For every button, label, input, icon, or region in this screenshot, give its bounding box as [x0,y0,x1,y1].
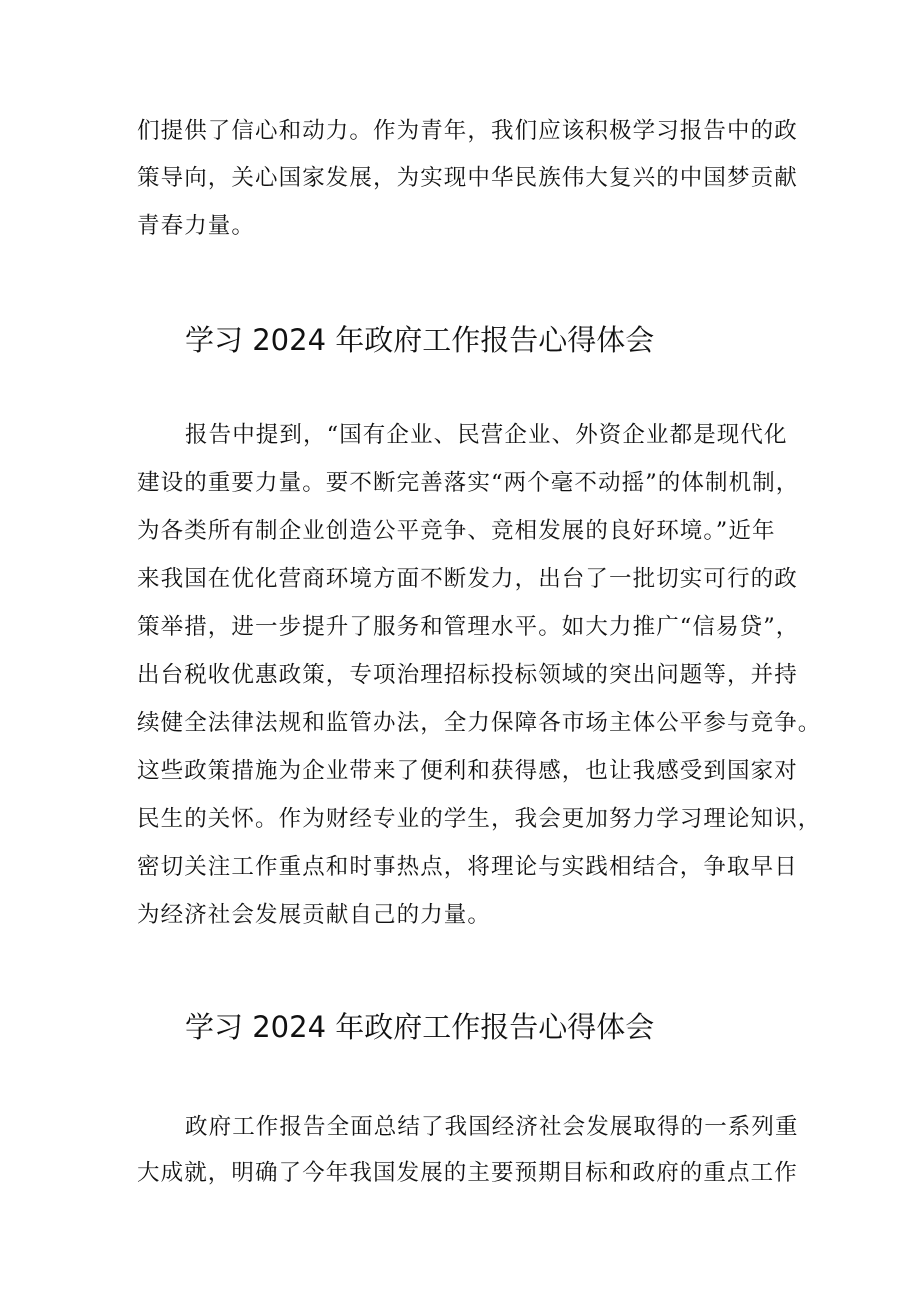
paragraph-line: 为各类所有制企业创造公平竞争、竞相发展的良好环境。”近年 [137,518,776,544]
paragraph-line: 策举措，进一步提升了服务和管理水平。如大力推广“信易贷”， [137,614,800,640]
paragraph-line: 续健全法律法规和监管办法，全力保障各市场主体公平参与竞争。 [137,710,822,736]
paragraph-line: 们提供了信心和动力。作为青年，我们应该积极学习报告中的政 [137,118,798,144]
section-title: 学习 2024 年政府工作报告心得体会 [185,323,655,357]
paragraph-line: 策导向，关心国家发展，为实现中华民族伟大复兴的中国梦贡献 [137,165,798,191]
paragraph-line: 为经济社会发展贡献自己的力量。 [137,902,492,928]
paragraph-line: 民生的关怀。作为财经专业的学生，我会更加努力学习理论知识， [137,806,822,832]
paragraph-line: 密切关注工作重点和时事热点，将理论与实践相结合，争取早日 [137,854,798,880]
paragraph-line: 建设的重要力量。要不断完善落实“两个毫不动摇”的体制机制， [137,470,800,496]
paragraph-line: 报告中提到，“国有企业、民营企业、外资企业都是现代化 [185,422,788,448]
paragraph-line: 出台税收优惠政策，专项治理招标投标领域的突出问题等，并持 [137,662,798,688]
paragraph-line: 这些政策措施为企业带来了便利和获得感，也让我感受到国家对 [137,758,798,784]
paragraph-line: 来我国在优化营商环境方面不断发力，出台了一批切实可行的政 [137,566,798,592]
paragraph-line: 大成就，明确了今年我国发展的主要预期目标和政府的重点工作 [137,1160,798,1186]
paragraph-line: 政府工作报告全面总结了我国经济社会发展取得的一系列重 [185,1114,799,1140]
section-title: 学习 2024 年政府工作报告心得体会 [185,1010,655,1044]
paragraph-line: 青春力量。 [137,213,256,239]
